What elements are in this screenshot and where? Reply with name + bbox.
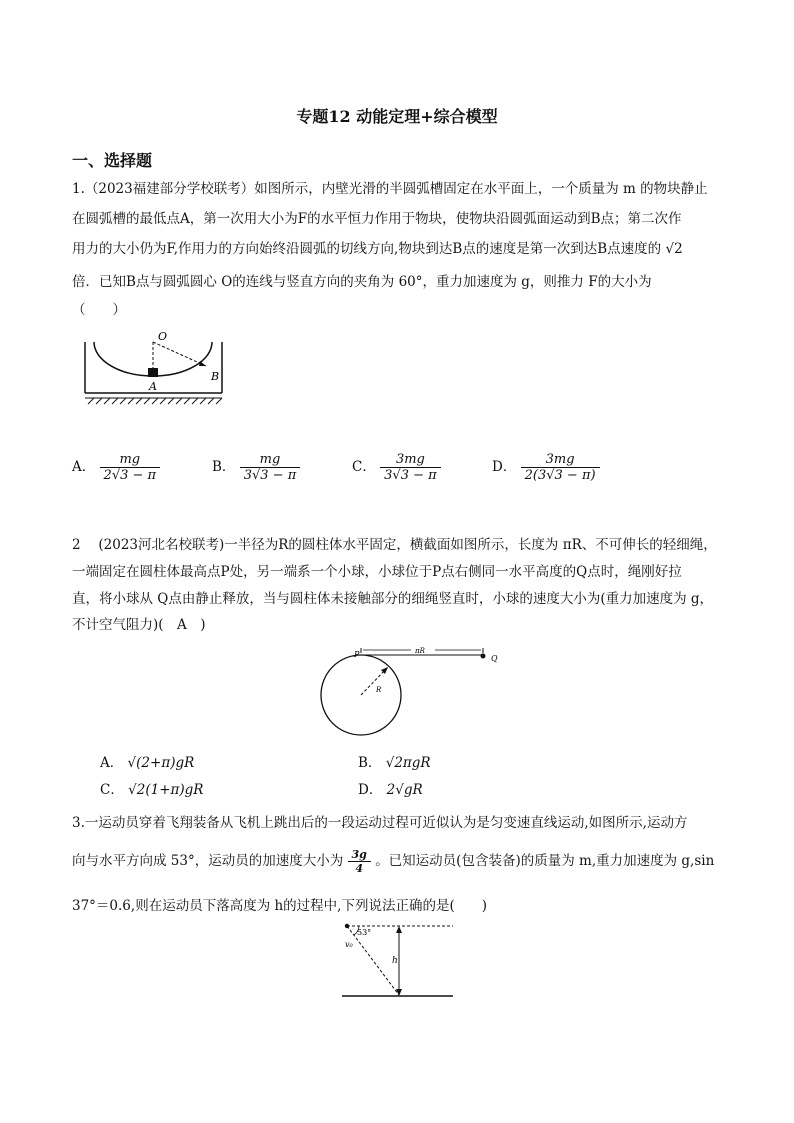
q1-figure — [80, 328, 240, 408]
q2-line-1: 2 (2023河北名校联考)一半径为R的圆柱体水平固定，横截面如图所示，长度为 πR、不可伸长的轻细绳， — [72, 537, 717, 553]
q1-line-3: 用力的大小仍为F,作用力的方向始终沿圆弧的切线方向,物块到达B点的速度是第一次到达B点速度的 √2 — [72, 241, 683, 257]
q1-option-c[interactable] — [352, 452, 441, 483]
label-O: O — [158, 330, 168, 343]
label-P: P — [354, 650, 360, 659]
label-B: B — [211, 370, 220, 383]
label-h: h — [392, 956, 398, 966]
section-heading: 一、选择题 — [72, 151, 153, 170]
label-length: πR — [415, 647, 425, 655]
q2-line-3: 直，将小球从 Q点由静止释放，当与圆柱体未接触部分的细绳竖直时，小球的速度大小为(重力加速度为 g， — [72, 591, 714, 607]
q2-line-4: 不计空气阻力)( A ) — [72, 617, 206, 633]
option-text: √2(1+π)gR — [128, 782, 204, 798]
q2-option-c[interactable] — [100, 778, 203, 798]
option-text: 2√gR — [386, 782, 423, 798]
q1-option-b[interactable] — [212, 452, 300, 483]
q3-line-1: 3.一运动员穿着飞翔装备从飞机上跳出后的一段运动过程可近似认为是匀变速直线运动,如图所示,运动方 — [72, 815, 688, 831]
option-denominator: 3√3 − π — [384, 468, 437, 483]
option-letter: B． — [358, 755, 382, 771]
option-letter: D． — [492, 459, 517, 475]
option-numerator: mg — [100, 452, 161, 468]
option-denominator: 2(3√3 − π) — [524, 468, 596, 483]
option-letter: C． — [100, 782, 124, 798]
option-text: √(2+π)gR — [127, 755, 195, 771]
q1-option-d[interactable] — [492, 452, 600, 483]
label-v0: v₀ — [345, 940, 353, 949]
option-letter: C． — [352, 459, 376, 475]
q1-line-5: （ ） — [72, 302, 126, 318]
q2-option-d[interactable] — [358, 778, 423, 798]
q2-option-a[interactable] — [100, 751, 194, 771]
q3-line-3: 37°＝0.6,则在运动员下落高度为 h的过程中,下列说法正确的是( ) — [72, 898, 487, 914]
option-denominator: 3√3 − π — [243, 468, 297, 483]
accel-denominator: 4 — [355, 862, 364, 875]
option-letter: A． — [72, 459, 96, 475]
q3-line-2 — [72, 848, 714, 875]
option-numerator: 3mg — [380, 452, 441, 468]
label-R: R — [376, 686, 382, 694]
option-letter: B． — [212, 459, 236, 475]
option-text: √2πgR — [385, 755, 431, 771]
q1-line-2: 在圆弧槽的最低点A，第一次用大小为F的水平恒力作用于物块，使物块沿圆弧面运动到B点；第二次作 — [72, 211, 682, 227]
q1-line-4: 倍．已知B点与圆弧圆心 O的连线与竖直方向的夹角为 60°，重力加速度为 g，则推力 F的大小为 — [72, 274, 652, 290]
q2-line-2: 一端固定在圆柱体最高点P处，另一端系一个小球，小球位于P点右侧同一水平高度的Q点时，绳刚好拉 — [72, 564, 682, 580]
option-numerator: 3mg — [521, 452, 600, 468]
q2-option-b[interactable] — [358, 751, 431, 771]
option-letter: D． — [358, 782, 383, 798]
label-Q: Q — [491, 654, 498, 663]
accel-numerator: 3g — [348, 848, 371, 862]
q1-option-a[interactable] — [72, 452, 160, 483]
q1-line-1: 1.（2023福建部分学校联考）如图所示，内壁光滑的半圆弧槽固定在水平面上，一个质量为 m 的物块静止 — [72, 181, 708, 197]
option-letter: A． — [100, 755, 124, 771]
q3-line-2-end: 。已知运动员(包含装备)的质量为 m,重力加速度为 g,sin — [375, 853, 715, 869]
label-A: A — [149, 380, 157, 393]
option-numerator: mg — [240, 452, 301, 468]
label-angle: 53° — [357, 928, 372, 937]
option-denominator: 2√3 − π — [103, 468, 157, 483]
q3-figure — [335, 918, 460, 1003]
q3-line-2-start: 向与水平方向成 53°，运动员的加速度大小为 — [72, 853, 344, 869]
q2-figure — [318, 645, 508, 745]
page-title: 专题12 动能定理+综合模型 — [296, 107, 498, 126]
